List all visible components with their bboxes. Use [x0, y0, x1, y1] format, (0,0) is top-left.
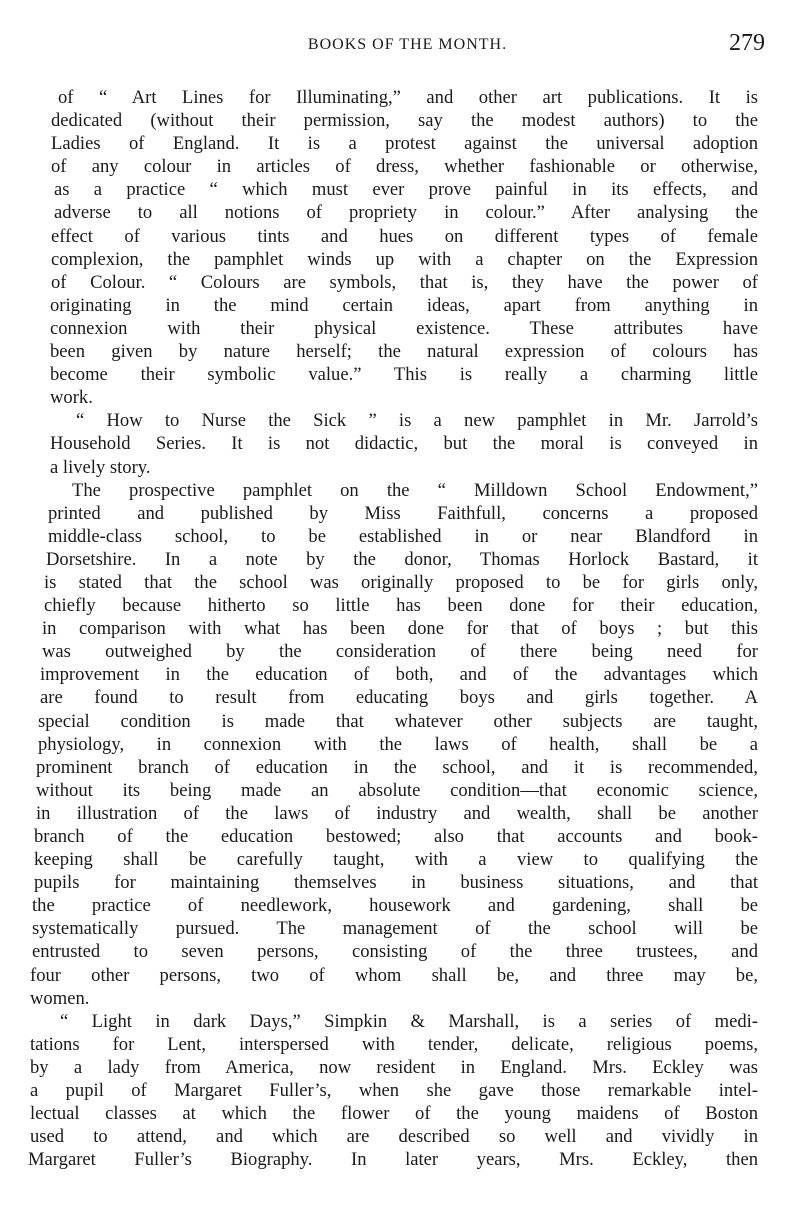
text-line: lectual classes at which the flower of the young maidens of Boston — [30, 1103, 758, 1125]
text-line: systematically pursued. The management of the school will be — [32, 918, 758, 940]
text-line: of any colour in articles of dress, whether fashionable or otherwise, — [51, 156, 758, 178]
text-line: branch of the education bestowed; also that accounts and book- — [34, 826, 758, 847]
text-line: chiefly because hitherto so little has been done for their education, — [44, 595, 758, 617]
paragraph — [28, 479, 758, 1010]
text-line: been given by nature herself; the natural expression of colours has — [50, 341, 758, 363]
text-line: four other persons, two of whom shall be, and three may be, — [30, 964, 758, 986]
text-line: The prospective pamphlet on the “ Milldown School Endowment,” — [72, 479, 758, 501]
text-line: become their symbolic value.” This is really a charming little — [50, 364, 758, 386]
text-line: as a practice “ which must ever prove painful in its effects, and — [54, 179, 758, 201]
text-line: women. — [30, 987, 90, 1009]
text-line: in comparison with what has been done for that of boys ; but this — [42, 618, 758, 640]
text-line: “ How to Nurse the Sick ” is a new pamphlet in Mr. Jarrold’s — [76, 410, 758, 432]
paragraph — [28, 86, 758, 409]
text-line: are found to result from educating boys and girls together. A — [40, 687, 758, 709]
text-line: entrusted to seven persons, consisting of the three trustees, and — [32, 941, 758, 963]
page-number: 279 — [729, 30, 765, 56]
text-line: adverse to all notions of propriety in colour.” After analysing the — [54, 202, 758, 224]
text-line: work. — [50, 387, 93, 409]
text-line: Margaret Fuller’s Biography. In later years, Mrs. Eckley, then — [28, 1149, 758, 1171]
text-line: was outweighed by the consideration of there being need for — [42, 641, 758, 663]
text-line: middle-class school, to be established in or near Blandford in — [48, 525, 758, 547]
text-line: improvement in the education of both, and of the advantages which — [40, 664, 758, 686]
article-body — [28, 86, 758, 1171]
text-line: of Colour. “ Colours are symbols, that is, they have the power of — [51, 271, 758, 293]
text-line: physiology, in connexion with the laws of health, shall be a — [38, 733, 758, 755]
text-line: complexion, the pamphlet winds up with a chapter on the Expression — [51, 248, 758, 270]
text-line: a lively story. — [50, 456, 151, 478]
text-line: of “ Art Lines for Illuminating,” and other art publications. It is — [58, 87, 758, 108]
text-line: special condition is made that whatever other subjects are taught, — [38, 710, 758, 732]
text-line: pupils for maintaining themselves in business situations, and that — [34, 872, 758, 894]
text-line: connexion with their physical existence. These attributes have — [50, 317, 758, 339]
paragraph — [28, 409, 758, 478]
text-line: Ladies of England. It is a protest against the universal adoption — [51, 133, 758, 155]
text-line: is stated that the school was originally proposed to be for girls only, — [44, 571, 758, 593]
running-title: BOOKS OF THE MONTH. — [307, 36, 508, 53]
text-line: originating in the mind certain ideas, apart from anything in — [50, 294, 758, 316]
text-line: printed and published by Miss Faithfull, concerns a proposed — [48, 502, 758, 524]
paragraph — [28, 1010, 758, 1172]
text-line: by a lady from America, now resident in England. Mrs. Eckley was — [30, 1056, 758, 1078]
text-line: a pupil of Margaret Fuller’s, when she gave those remarkable intel- — [30, 1080, 758, 1102]
text-line: “ Light in dark Days,” Simpkin & Marshall, is a series of medi- — [60, 1010, 758, 1032]
text-line: the practice of needlework, housework and gardening, shall be — [32, 895, 758, 917]
text-line: without its being made an absolute condition—that economic science, — [36, 779, 758, 801]
text-line: prominent branch of education in the school, and it is recommended, — [36, 756, 758, 778]
text-line: in illustration of the laws of industry and wealth, shall be another — [36, 802, 758, 824]
text-line: Dorsetshire. In a note by the donor, Thomas Horlock Bastard, it — [46, 548, 758, 570]
text-line: effect of various tints and hues on different types of female — [51, 225, 758, 247]
text-line: tations for Lent, interspersed with tender, delicate, religious poems, — [30, 1033, 758, 1055]
text-line: used to attend, and which are described so well and vividly in — [30, 1126, 758, 1148]
text-line: Household Series. It is not didactic, but the moral is conveyed in — [50, 433, 758, 455]
text-line: dedicated (without their permission, say the modest authors) to the — [51, 110, 758, 132]
text-line: keeping shall be carefully taught, with a view to qualifying the — [34, 849, 758, 871]
page-header — [50, 30, 765, 64]
